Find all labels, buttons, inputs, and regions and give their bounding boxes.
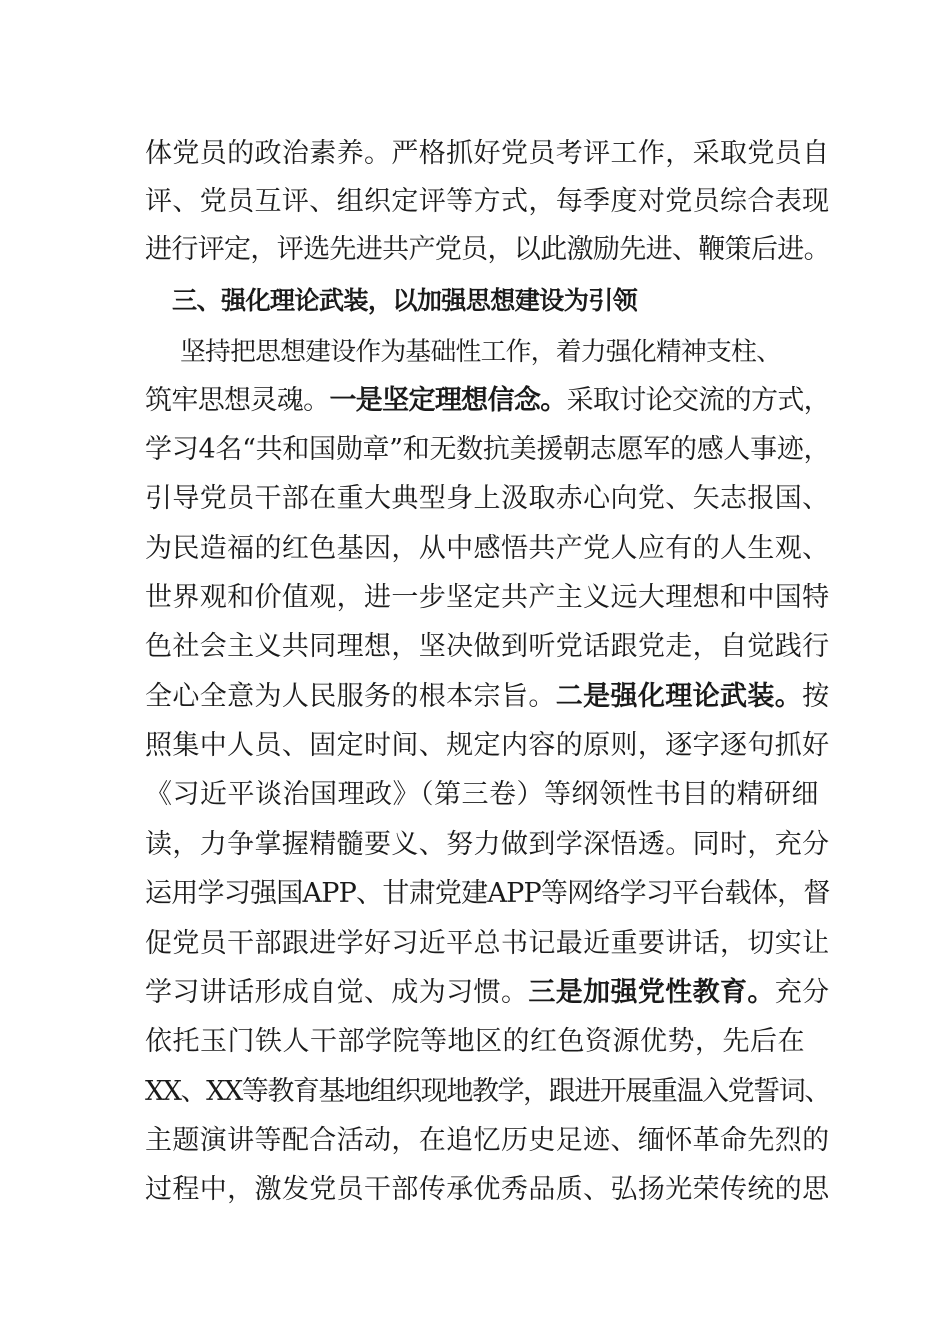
text-run: 按 bbox=[802, 681, 830, 712]
text-line: 依托玉门铁人干部学院等地区的红色资源优势，先后在 bbox=[145, 1026, 805, 1057]
bold-subheading: 一是坚定理想信念。 bbox=[329, 385, 567, 416]
text-line: 照集中人员、固定时间、规定内容的原则，逐字逐句抓好 bbox=[145, 730, 830, 761]
text-run: 学习讲话形成自觉、成为习惯。 bbox=[145, 977, 529, 1008]
text-line: XX、XX等教育基地组织现地教学，跟进开展重温入党誓词、 bbox=[145, 1076, 830, 1107]
section-heading: 三、强化理论武装，以加强思想建设为引领 bbox=[172, 286, 638, 315]
text-line: 世界观和价值观，进一步坚定共产主义远大理想和中国特 bbox=[145, 582, 830, 613]
text-line: 读，力争掌握精髓要义、努力做到学深悟透。同时，充分 bbox=[145, 829, 830, 860]
text-line bbox=[145, 383, 831, 419]
text-line: 体党员的政治素养。严格抓好党员考评工作，采取党员自 bbox=[145, 138, 830, 169]
text-line bbox=[145, 679, 830, 715]
text-line: 主题演讲等配合活动，在追忆历史足迹、缅怀革命先烈的 bbox=[145, 1125, 830, 1156]
text-run: 采取讨论交流的方式， bbox=[566, 385, 831, 416]
text-line: 促党员干部跟进学好习近平总书记最近重要讲话，切实让 bbox=[145, 928, 830, 959]
text-line: 进行评定，评选先进共产党员，以此激励先进、鞭策后进。 bbox=[145, 234, 830, 265]
text-line: 过程中，激发党员干部传承优秀品质、弘扬光荣传统的思 bbox=[145, 1174, 830, 1205]
text-line: 学习4名“共和国勋章”和无数抗美援朝志愿军的感人事迹， bbox=[145, 434, 831, 465]
text-line: 运用学习强国APP、甘肃党建APP等网络学习平台载体，督 bbox=[145, 878, 830, 909]
text-line: 为民造福的红色基因，从中感悟共产党人应有的人生观、 bbox=[145, 533, 830, 564]
text-line: 坚持把思想建设作为基础性工作，着力强化精神支柱、 bbox=[180, 337, 782, 367]
text-line: 评、党员互评、组织定评等方式，每季度对党员综合表现 bbox=[145, 186, 830, 217]
text-line bbox=[145, 975, 830, 1011]
text-run: 充分 bbox=[774, 977, 830, 1008]
text-run: 筑牢思想灵魂。 bbox=[145, 385, 330, 416]
text-run: 全心全意为人民服务的根本宗旨。 bbox=[145, 681, 556, 712]
text-line: 色社会主义共同理想，坚决做到听党话跟党走，自觉践行 bbox=[145, 631, 830, 662]
bold-subheading: 三是加强党性教育。 bbox=[528, 977, 775, 1008]
text-line: 引导党员干部在重大典型身上汲取赤心向党、矢志报国、 bbox=[145, 483, 830, 514]
text-line: 《习近平谈治国理政》（第三卷）等纲领性书目的精研细 bbox=[145, 779, 819, 810]
bold-subheading: 二是强化理论武装。 bbox=[555, 681, 803, 712]
